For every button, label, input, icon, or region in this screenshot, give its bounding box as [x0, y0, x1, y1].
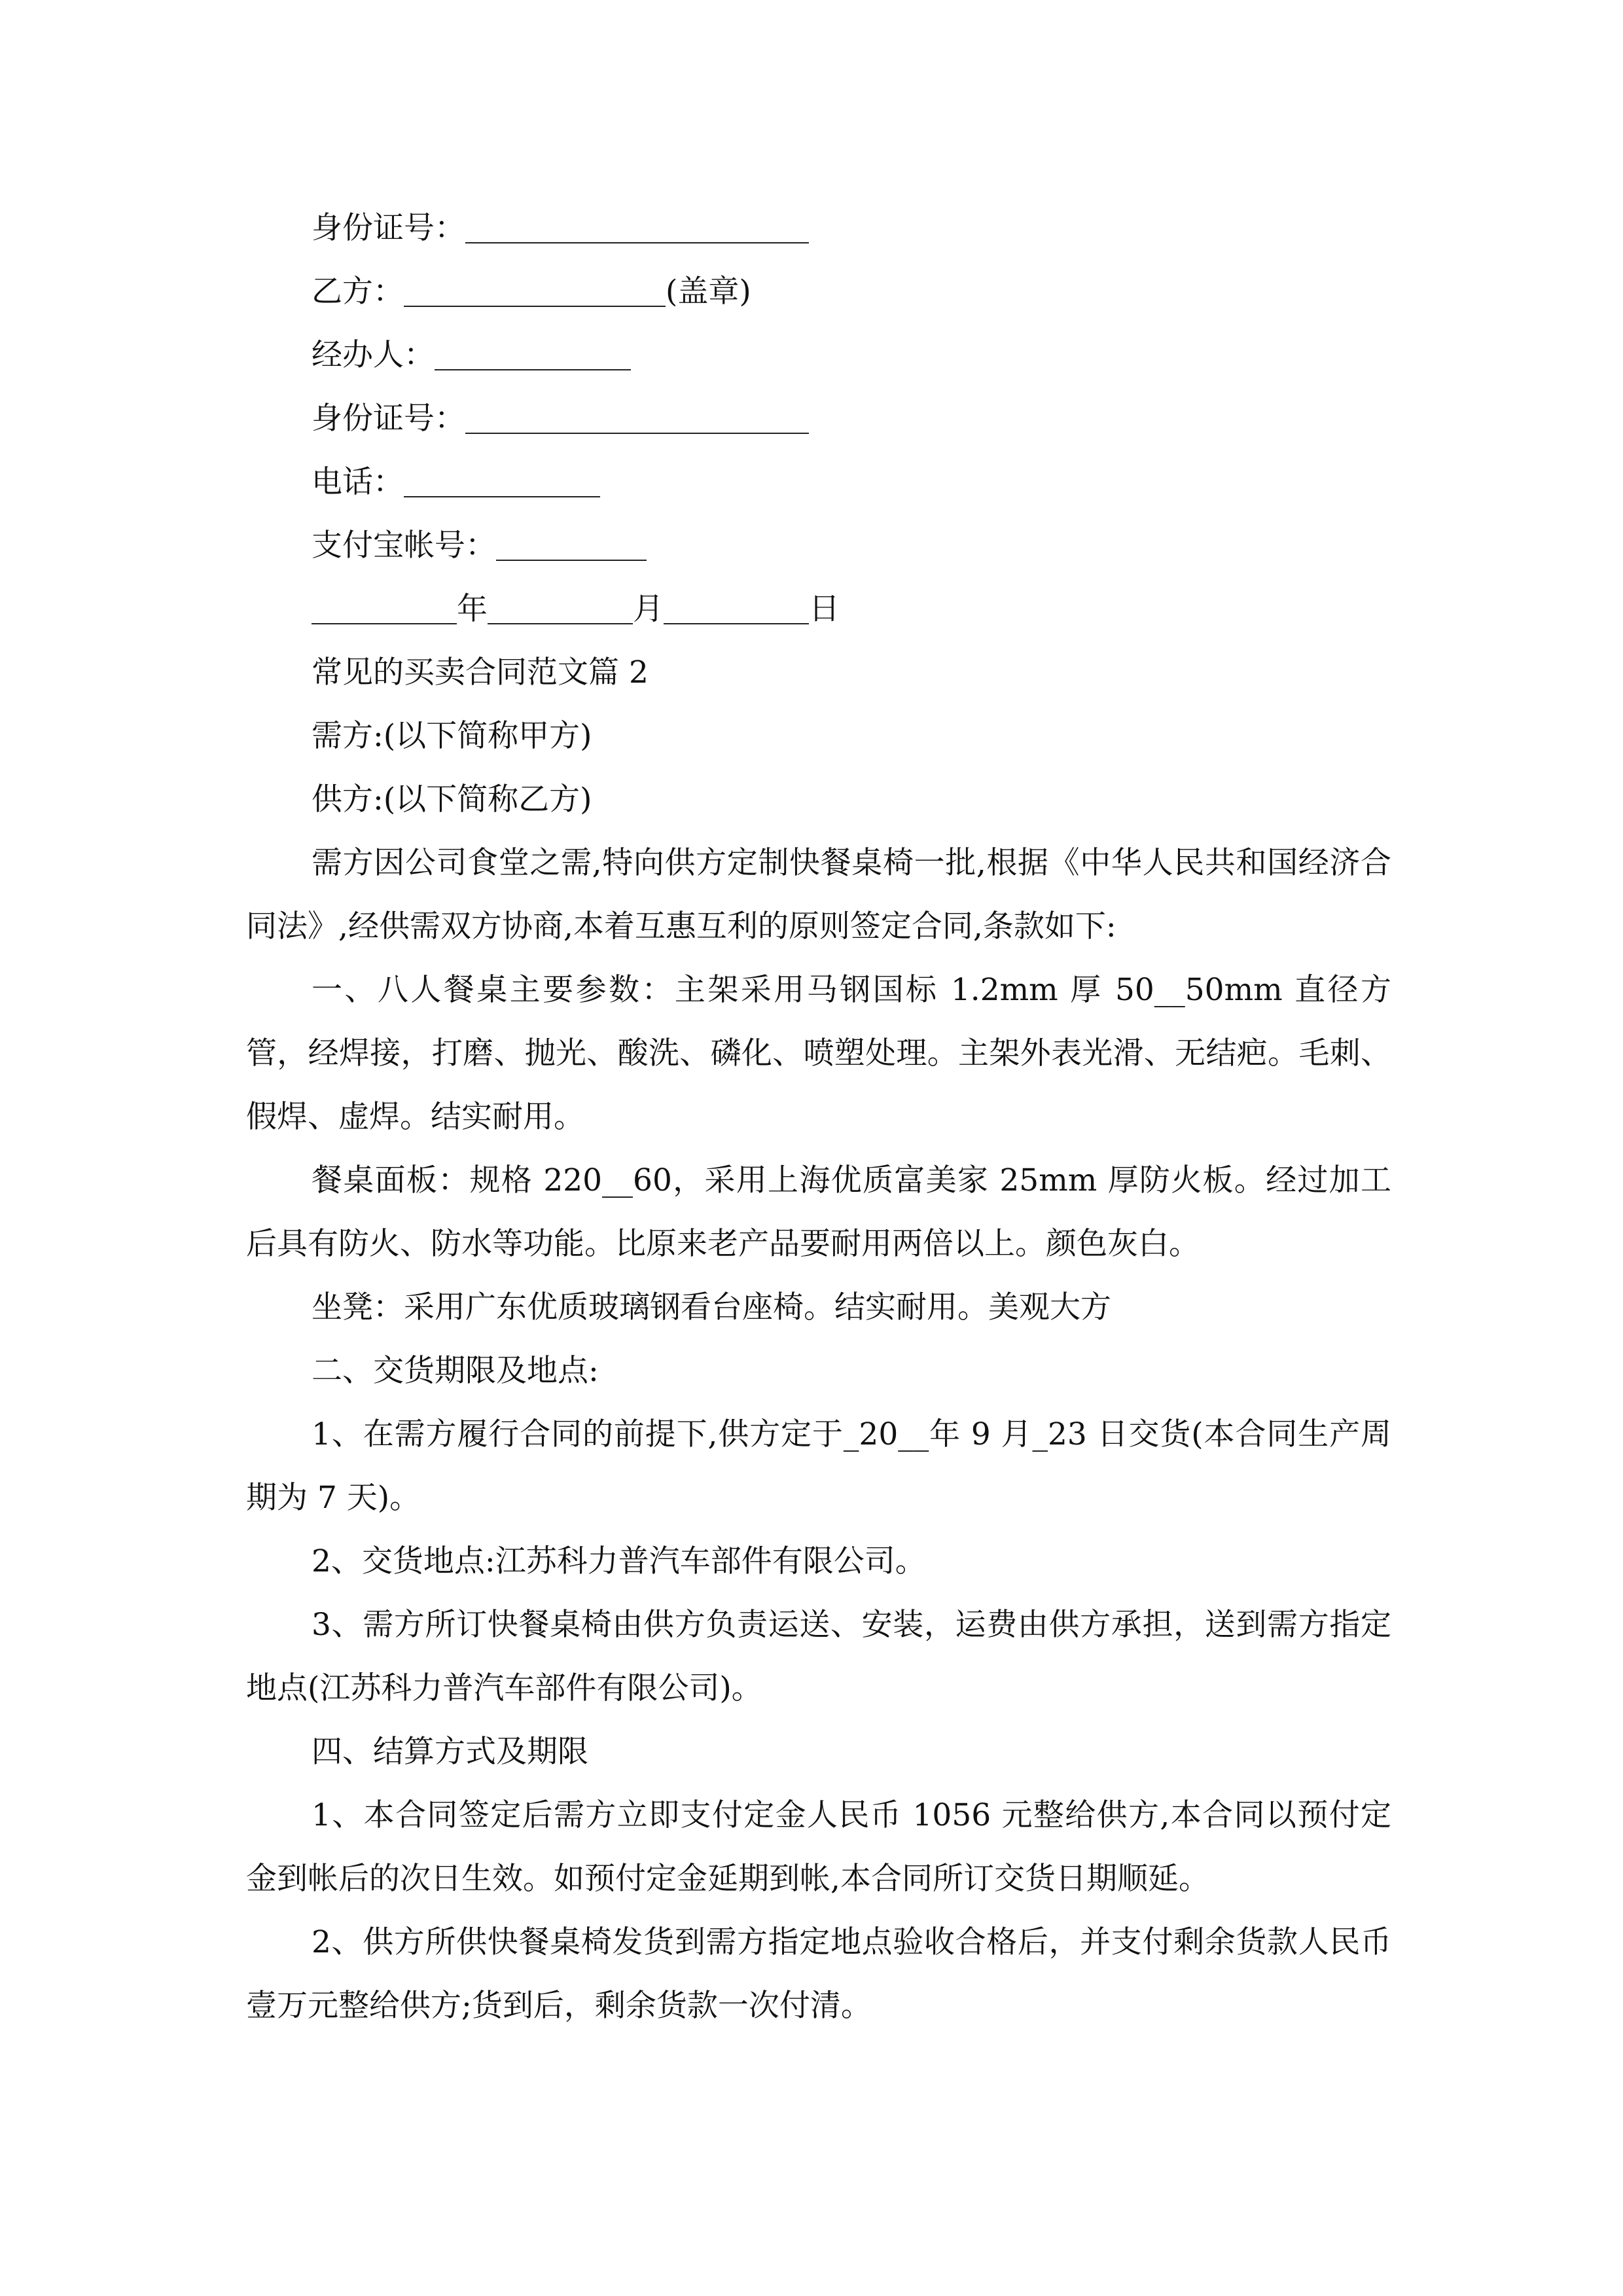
id-number-blank[interactable] [465, 204, 809, 243]
section-heading-settlement: 四、结算方式及期限 [312, 1734, 588, 1770]
date-line [312, 577, 1391, 641]
party-b-label: 乙方： [312, 274, 404, 310]
transport-install-paragraph: 3、需方所订快餐桌椅由供方负责运送、安装，运费由供方承担，送到需方指定地点(江苏科力普汽车部件有限公司)。 [246, 1607, 1391, 1706]
buyer-line: 需方:(以下简称甲方) [312, 718, 592, 754]
id-number-blank[interactable] [465, 395, 809, 434]
alipay-label: 支付宝帐号： [312, 528, 496, 564]
section-heading-delivery: 二、交货期限及地点: [312, 1353, 599, 1389]
id-number-line-1 [312, 196, 1391, 260]
day-label: 日 [809, 591, 840, 627]
delivery-location-paragraph: 2、交货地点:江苏科力普汽车部件有限公司。 [312, 1543, 926, 1579]
agent-blank[interactable] [435, 331, 631, 370]
page-content [246, 196, 1391, 2037]
year-label: 年 [457, 591, 488, 627]
delivery-date-paragraph: 1、在需方履行合同的前提下,供方定于_20__年 9 月_23 日交货(本合同生产周期为 7 天)。 [246, 1416, 1391, 1516]
agent-label: 经办人： [312, 337, 435, 373]
phone-blank[interactable] [404, 458, 600, 497]
contract-intro-paragraph: 需方因公司食堂之需,特向供方定制快餐桌椅一批,根据《中华人民共和国经济合同法》,经供需双方协商,本着互惠互利的原则签定合同,条款如下: [246, 845, 1391, 944]
alipay-line [312, 514, 1391, 577]
table-parameters-paragraph: 一、八人餐桌主要参数：主架采用马钢国标 1.2mm 厚 50__50mm 直径方管，经焊接，打磨、抛光、酸洗、磷化、喷塑处理。主架外表光滑、无结疤。毛刺、假焊、虚焊。结实耐用。 [246, 972, 1391, 1135]
party-b-line [312, 260, 1391, 323]
agent-line [312, 323, 1391, 387]
deposit-paragraph: 1、本合同签定后需方立即支付定金人民币 1056 元整给供方,本合同以预付定金到帐后的次日生效。如预付定金延期到帐,本合同所订交货日期顺延。 [246, 1797, 1391, 1897]
day-blank[interactable] [664, 585, 809, 624]
party-b-blank[interactable] [404, 268, 666, 307]
id-number-label: 身份证号： [312, 210, 465, 246]
phone-line [312, 450, 1391, 514]
phone-label: 电话： [312, 464, 404, 500]
alipay-blank[interactable] [496, 522, 647, 561]
contract-title: 常见的买卖合同范文篇 2 [312, 655, 649, 691]
id-number-line-2 [312, 387, 1391, 450]
final-payment-paragraph: 2、供方所供快餐桌椅发货到需方指定地点验收合格后，并支付剩余货款人民币壹万元整给供方;货到后，剩余货款一次付清。 [246, 1924, 1391, 2024]
month-blank[interactable] [488, 585, 633, 624]
year-blank[interactable] [312, 585, 457, 624]
supplier-line: 供方:(以下简称乙方) [312, 781, 592, 817]
party-b-seal-note: (盖章) [666, 274, 751, 310]
stool-paragraph: 坐凳：采用广东优质玻璃钢看台座椅。结实耐用。美观大方 [312, 1289, 1111, 1325]
table-top-paragraph: 餐桌面板：规格 220__60，采用上海优质富美家 25mm 厚防火板。经过加工后具有防火、防水等功能。比原来老产品要耐用两倍以上。颜色灰白。 [246, 1162, 1391, 1262]
month-label: 月 [633, 591, 664, 627]
id-number-label: 身份证号： [312, 401, 465, 437]
